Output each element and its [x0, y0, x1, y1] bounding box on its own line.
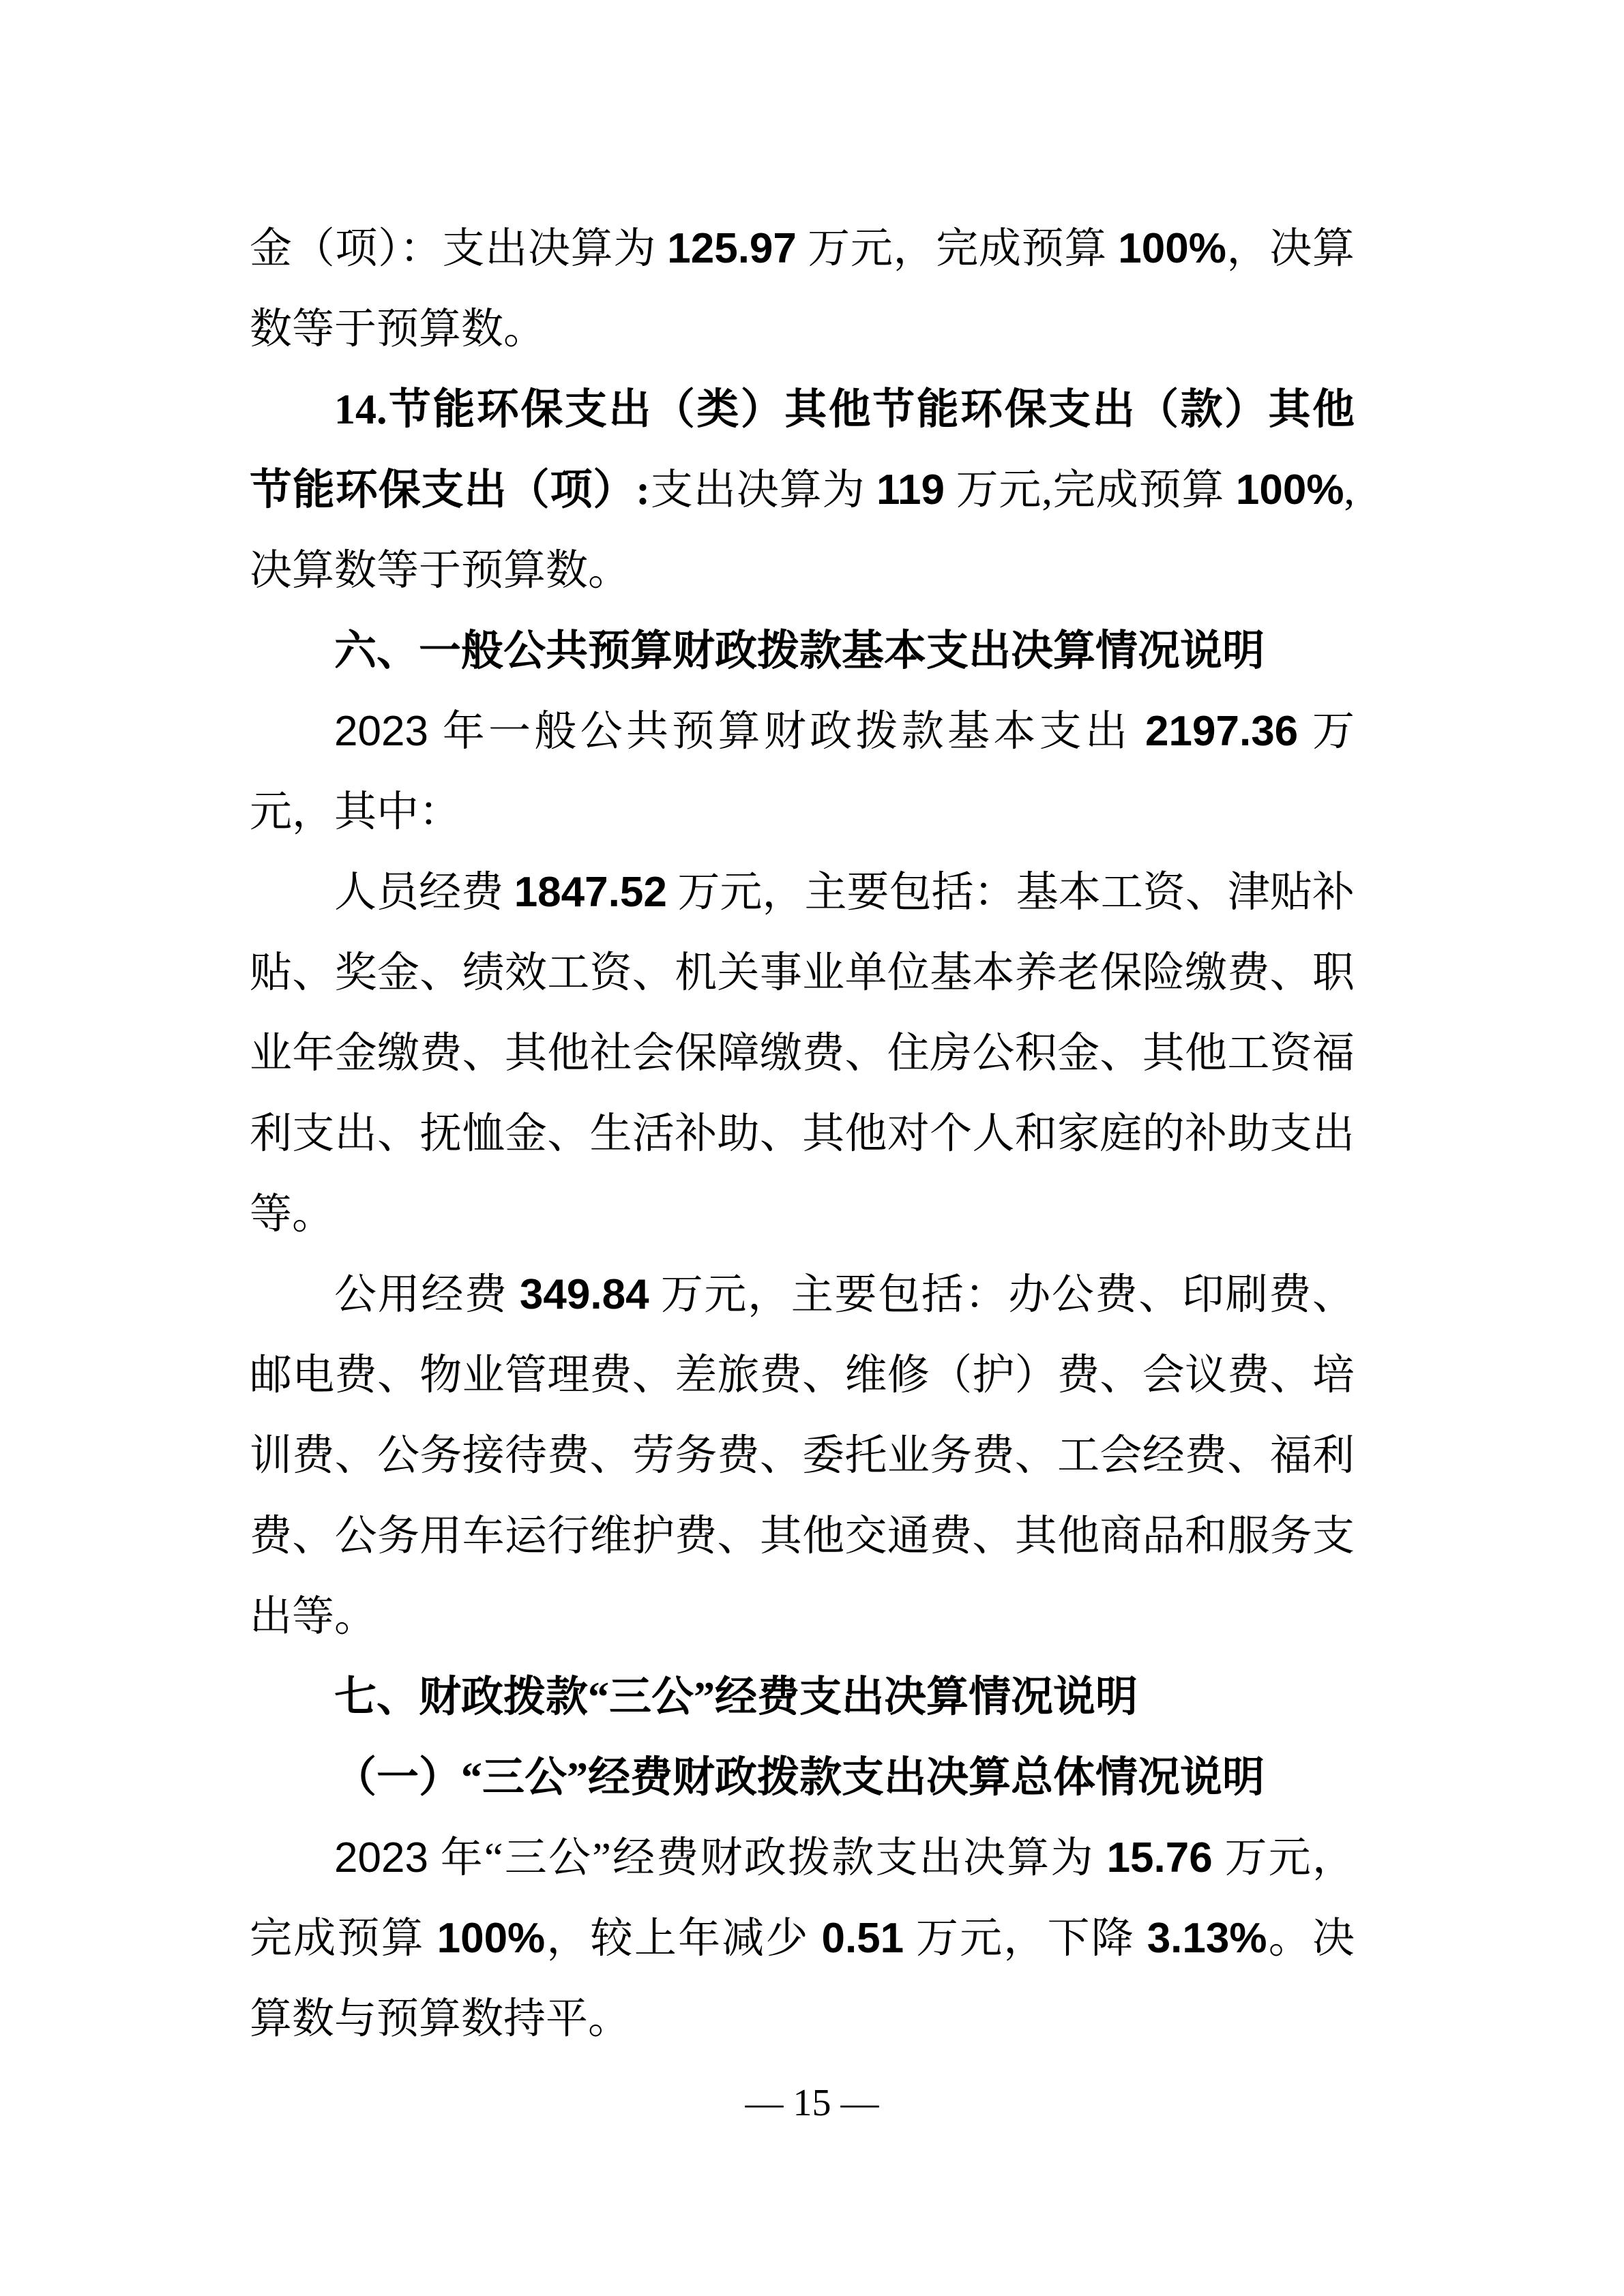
text-run: 万元，主要包括：办公费、印刷费、邮电费、物业管理费、差旅费、维修（护）费、会议费、培训费、公务接待费、劳务费、委托业务费、工会经费、福利费、公务用车运行维护费、其他交通费、其他商品和服务支出等。 — [250, 1272, 1355, 1640]
paragraph — [250, 370, 1355, 611]
numeric-value: 349.84 — [519, 1271, 649, 1318]
text-run: （一）“三公”经费财政拨款支出决算总体情况说明 — [334, 1755, 1265, 1801]
text-run: 六、一般公共预算财政拨款基本支出决算情况说明 — [334, 628, 1265, 674]
text-run: ，较上年减少 — [545, 1915, 822, 1962]
text-run: 万元，其中： — [250, 709, 1355, 835]
numeric-value: 100% — [437, 1915, 546, 1962]
numeric-value: 3.13% — [1147, 1915, 1267, 1962]
section-heading — [250, 1657, 1355, 1738]
numeric-value: 15.76 — [1106, 1834, 1213, 1881]
text-run: ,决算数等于预算数。 — [250, 467, 1355, 594]
document-body — [250, 209, 1355, 2059]
paragraph — [250, 691, 1355, 852]
page-number: — 15 — — [745, 2082, 879, 2124]
text-run: 人员经费 — [334, 869, 514, 916]
numeric-value: 100% — [1235, 466, 1344, 513]
text-run: 七、财政拨款“三公”经费支出决算情况说明 — [334, 1674, 1138, 1720]
text-run: 14.节能环保支出（类）其他节能环保支出（款）其他节能环保支出（项）: — [250, 387, 1355, 513]
page-footer — [0, 2077, 1624, 2129]
paragraph — [250, 1255, 1355, 1657]
numeric-value: 100% — [1118, 225, 1226, 272]
numeric-value: 1847.52 — [514, 869, 667, 916]
numeric-value: 2023 — [334, 1834, 428, 1881]
paragraph — [250, 852, 1355, 1255]
numeric-value: 119 — [876, 466, 945, 513]
text-run: 金（项）：支出决算为 — [250, 226, 668, 272]
text-run: 万元，完成预算 — [250, 1835, 1355, 1962]
text-run: 年一般公共预算财政拨款基本支出 — [428, 709, 1146, 755]
numeric-value: 0.51 — [821, 1915, 904, 1962]
text-run: 。决算数与预算数持平。 — [250, 1915, 1355, 2042]
numeric-value: 125.97 — [667, 225, 797, 272]
text-run: 万元，下降 — [904, 1915, 1147, 1962]
section-heading — [250, 611, 1355, 691]
paragraph — [250, 1818, 1355, 2059]
numeric-value: 2197.36 — [1145, 708, 1299, 755]
text-run: 万元，主要包括：基本工资、津贴补贴、奖金、绩效工资、机关事业单位基本养老保险缴费、职业年金缴费、其他社会保障缴费、住房公积金、其他工资福利支出、抚恤金、生活补助、其他对个人和家庭的补助支出等。 — [250, 869, 1355, 1238]
text-run: 支出决算为 — [650, 467, 876, 513]
text-run: 万元,完成预算 — [945, 467, 1236, 513]
paragraph — [250, 209, 1355, 370]
numeric-value: 2023 — [334, 708, 428, 755]
text-run: 万元，完成预算 — [796, 226, 1119, 272]
text-run: 年“三公”经费财政拨款支出决算为 — [428, 1835, 1107, 1881]
text-run: 公用经费 — [334, 1272, 520, 1318]
text-run: ，决算数等于预算数。 — [250, 226, 1355, 353]
section-heading — [250, 1738, 1355, 1818]
